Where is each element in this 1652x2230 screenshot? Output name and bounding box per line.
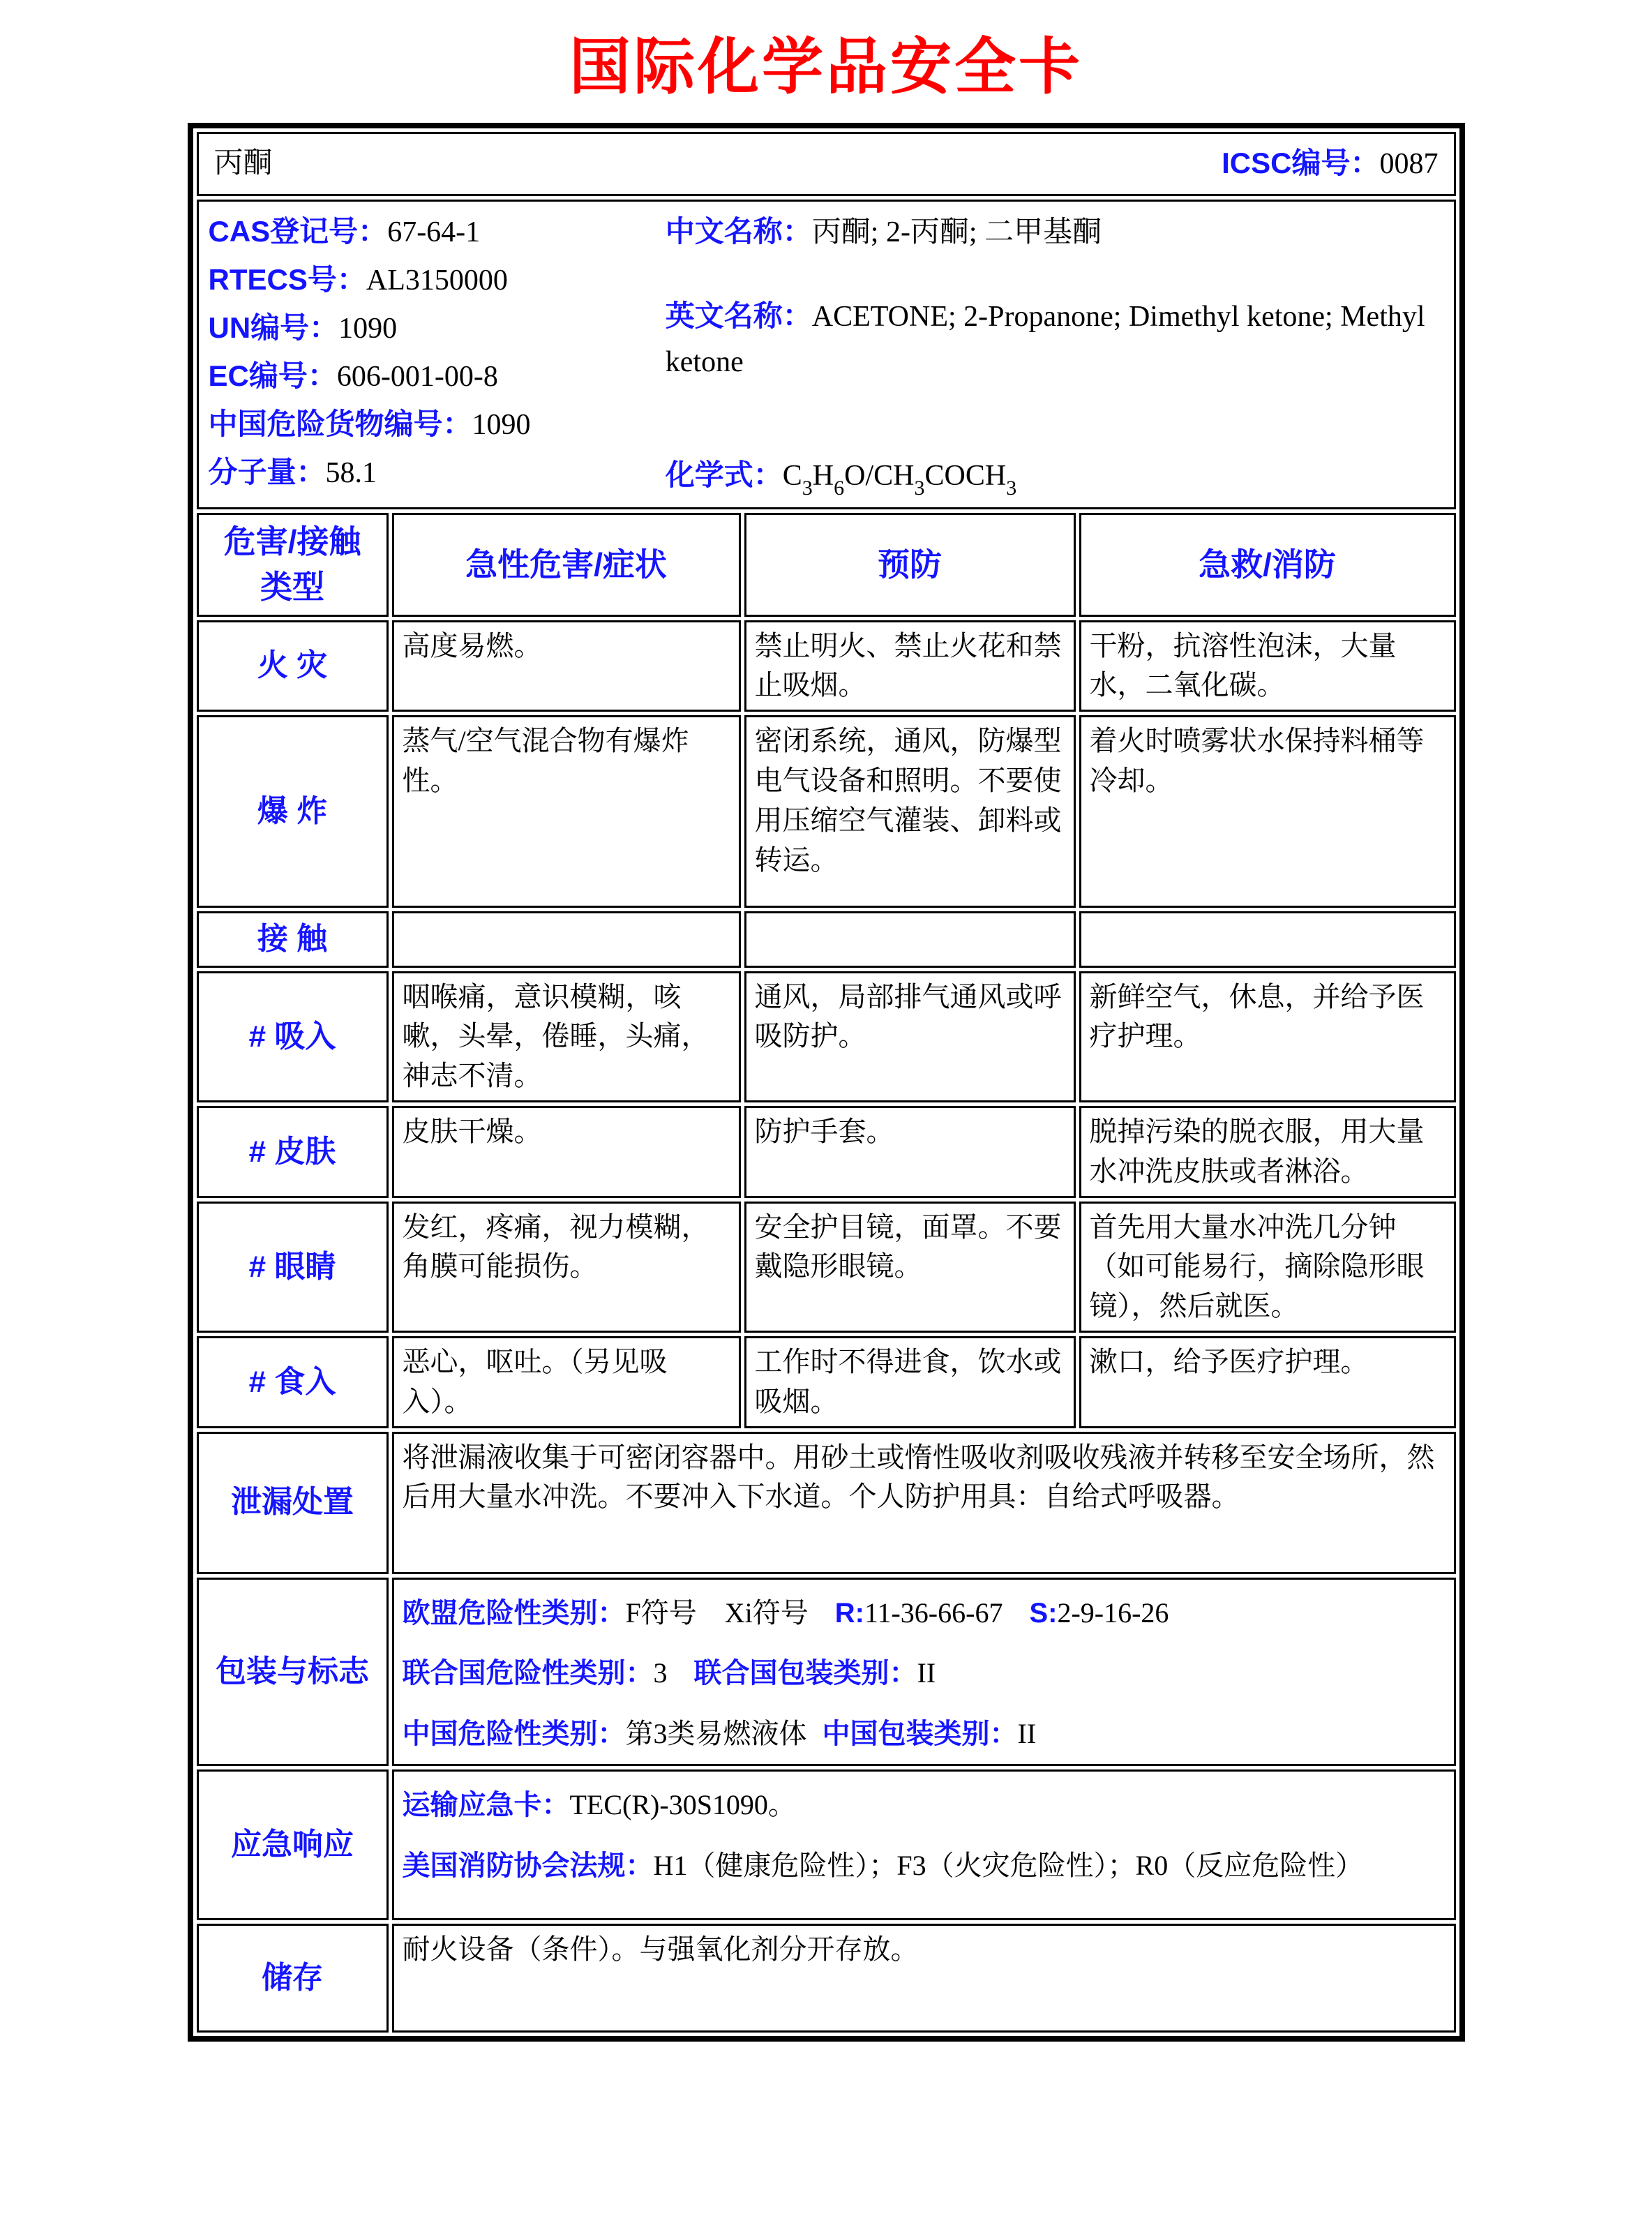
china-dg-number-value: 1090 bbox=[472, 409, 531, 441]
cas-number-label: CAS登记号： bbox=[208, 214, 388, 248]
tec-card-label: 运输应急卡： bbox=[402, 1790, 570, 1821]
formula-sub: 6 bbox=[834, 476, 845, 500]
row-contact bbox=[197, 911, 1456, 967]
china-dg-number-label: 中国危险货物编号： bbox=[208, 407, 472, 440]
un-number-value: 1090 bbox=[338, 312, 398, 345]
inhalation-prevention-cell: 通风，局部排气通风或呼吸防护。 bbox=[744, 971, 1076, 1102]
cn-pack-group-label: 中国包装类别： bbox=[822, 1719, 1018, 1750]
row-eyes bbox=[197, 1202, 1456, 1333]
emergency-label: 应急响应 bbox=[197, 1769, 389, 1920]
nfpa-line bbox=[403, 1846, 1446, 1886]
ingestion-type-label: # 食入 bbox=[197, 1336, 389, 1428]
cn-class-line bbox=[403, 1714, 1446, 1754]
eyes-symptoms-cell: 发红，疼痛，视力模糊，角膜可能损伤。 bbox=[392, 1202, 741, 1333]
un-pack-group-label: 联合国包装类别： bbox=[693, 1658, 917, 1689]
cn-hazard-class-label: 中国危险性类别： bbox=[402, 1719, 626, 1750]
fire-firstaid-cell: 干粉，抗溶性泡沫，大量水，二氧化碳。 bbox=[1079, 620, 1456, 712]
chinese-name-value: 丙酮; 2-丙酮; 二甲基酮 bbox=[811, 216, 1102, 248]
row-storage bbox=[197, 1924, 1456, 2033]
ec-number-line bbox=[209, 353, 666, 400]
formula-part: H bbox=[812, 459, 834, 492]
r-phrases-value: 11-36-66-67 bbox=[864, 1596, 1003, 1629]
formula-sub: 3 bbox=[914, 476, 925, 500]
explosion-type-label: 爆 炸 bbox=[197, 715, 389, 908]
formula-label: 化学式： bbox=[665, 458, 783, 491]
skin-firstaid-cell: 脱掉污染的脱衣服，用大量水冲洗皮肤或者淋浴。 bbox=[1079, 1106, 1456, 1198]
packaging-label: 包装与标志 bbox=[197, 1578, 389, 1766]
english-name-value: ACETONE; 2-Propanone; Dimethyl ketone; Methyl ketone bbox=[665, 300, 1425, 378]
cas-number-line bbox=[209, 209, 666, 255]
nfpa-label: 美国消防协会法规： bbox=[402, 1850, 654, 1881]
chinese-name-line bbox=[666, 209, 1444, 255]
skin-prevention-cell: 防护手套。 bbox=[744, 1106, 1076, 1198]
un-number-label: UN编号： bbox=[208, 310, 339, 344]
row-skin bbox=[197, 1106, 1456, 1198]
nfpa-value: H1（健康危险性）；F3（火灾危险性）；R0（反应危险性） bbox=[653, 1849, 1364, 1881]
contact-type-label: 接 触 bbox=[197, 911, 389, 967]
row-inhalation bbox=[197, 971, 1456, 1102]
un-class-line bbox=[403, 1654, 1446, 1693]
ingestion-firstaid-cell: 漱口，给予医疗护理。 bbox=[1079, 1336, 1456, 1428]
formula-part: C bbox=[782, 459, 802, 492]
storage-content: 耐火设备（条件）。与强氧化剂分开存放。 bbox=[392, 1924, 1456, 2033]
substance-name: 丙酮 bbox=[213, 147, 273, 179]
hazard-header-row bbox=[197, 513, 1456, 617]
english-name-label: 英文名称： bbox=[665, 299, 812, 332]
skin-type-label: # 皮肤 bbox=[197, 1106, 389, 1198]
identification-cell bbox=[197, 200, 1456, 509]
eyes-prevention-cell: 安全护目镜，面罩。不要戴隐形眼镜。 bbox=[744, 1202, 1076, 1333]
ec-number-value: 606-001-00-8 bbox=[336, 360, 498, 393]
un-hazard-class-label: 联合国危险性类别： bbox=[402, 1658, 654, 1689]
formula-part: COCH bbox=[924, 459, 1007, 492]
explosion-symptoms-cell: 蒸气/空气混合物有爆炸性。 bbox=[392, 715, 741, 908]
contact-prevention-cell bbox=[744, 911, 1076, 967]
explosion-prevention-cell: 密闭系统，通风，防爆型电气设备和照明。不要使用压缩空气灌装、卸料或转运。 bbox=[744, 715, 1076, 908]
identification-row bbox=[197, 200, 1456, 509]
ingestion-symptoms-cell: 恶心，呕吐。（另见吸入）。 bbox=[392, 1336, 741, 1428]
cn-hazard-class-value: 第3类易燃液体 bbox=[625, 1718, 807, 1750]
ec-number-label: EC编号： bbox=[208, 359, 337, 392]
eyes-firstaid-cell: 首先用大量水冲洗几分钟（如可能易行，摘除隐形眼镜），然后就医。 bbox=[1079, 1202, 1456, 1333]
icsc-card-table bbox=[188, 123, 1465, 2042]
formula-sub: 3 bbox=[802, 476, 813, 500]
formula-line bbox=[666, 452, 1444, 499]
inhalation-symptoms-cell: 咽喉痛，意识模糊，咳嗽，头晕，倦睡，头痛，神志不清。 bbox=[392, 971, 741, 1102]
page-title: 国际化学品安全卡 bbox=[569, 32, 1083, 101]
inhalation-type-label: # 吸入 bbox=[197, 971, 389, 1102]
english-name-line bbox=[666, 293, 1444, 385]
row-explosion bbox=[197, 715, 1456, 908]
row-emergency bbox=[197, 1769, 1456, 1920]
molecular-weight-label: 分子量： bbox=[208, 456, 326, 489]
formula-part: O/CH bbox=[844, 459, 915, 492]
rtecs-number-value: AL3150000 bbox=[366, 264, 508, 297]
header-prevention: 预防 bbox=[744, 513, 1076, 617]
inhalation-firstaid-cell: 新鲜空气，休息，并给予医疗护理。 bbox=[1079, 971, 1456, 1102]
contact-symptoms-cell bbox=[392, 911, 741, 967]
row-packaging bbox=[197, 1578, 1456, 1766]
s-phrases-label: S: bbox=[1029, 1597, 1058, 1629]
tec-card-value: TEC(R)-30S1090。 bbox=[569, 1789, 796, 1821]
storage-label: 储存 bbox=[197, 1924, 389, 2033]
cas-number-value: 67-64-1 bbox=[387, 216, 481, 248]
row-spill bbox=[197, 1432, 1456, 1574]
icsc-number-label: ICSC编号： bbox=[1222, 147, 1380, 179]
card-header-cell bbox=[197, 132, 1456, 196]
fire-type-label: 火 灾 bbox=[197, 620, 389, 712]
icsc-number-value: 0087 bbox=[1379, 148, 1439, 180]
id-right-column bbox=[666, 209, 1444, 500]
chemical-formula bbox=[782, 459, 1017, 500]
eu-hazard-class-line bbox=[403, 1594, 1446, 1633]
ingestion-prevention-cell: 工作时不得进食，饮水或吸烟。 bbox=[744, 1336, 1076, 1428]
row-ingestion bbox=[197, 1336, 1456, 1428]
header-hazard-type: 危害/接触 类型 bbox=[197, 513, 389, 617]
eu-hazard-class-value: F符号 Xi符号 bbox=[625, 1596, 809, 1629]
row-fire bbox=[197, 620, 1456, 712]
skin-symptoms-cell: 皮肤干燥。 bbox=[392, 1106, 741, 1198]
explosion-firstaid-cell: 着火时喷雾状水保持料桶等冷却。 bbox=[1079, 715, 1456, 908]
id-left-column bbox=[209, 209, 666, 500]
un-pack-group-value: II bbox=[917, 1657, 936, 1689]
packaging-content bbox=[392, 1578, 1456, 1766]
icsc-page bbox=[0, 18, 1652, 2042]
chinese-name-label: 中文名称： bbox=[665, 214, 812, 248]
eu-hazard-class-label: 欧盟危险性类别： bbox=[402, 1597, 626, 1629]
card-header-row bbox=[197, 132, 1456, 196]
header-firstaid: 急救/消防 bbox=[1079, 513, 1456, 617]
header-symptoms: 急性危害/症状 bbox=[392, 513, 741, 617]
molecular-weight-line bbox=[209, 449, 666, 496]
rtecs-number-line bbox=[209, 257, 666, 304]
r-phrases-label: R: bbox=[834, 1597, 864, 1629]
tec-card-line bbox=[403, 1786, 1446, 1825]
cn-pack-group-value: II bbox=[1017, 1718, 1037, 1750]
fire-prevention-cell: 禁止明火、禁止火花和禁止吸烟。 bbox=[744, 620, 1076, 712]
un-number-line bbox=[209, 305, 666, 352]
rtecs-number-label: RTECS号： bbox=[208, 262, 366, 296]
formula-sub: 3 bbox=[1006, 476, 1017, 500]
emergency-content bbox=[392, 1769, 1456, 1920]
contact-firstaid-cell bbox=[1079, 911, 1456, 967]
s-phrases-value: 2-9-16-26 bbox=[1057, 1596, 1169, 1629]
china-dg-number-line bbox=[209, 401, 666, 448]
spill-content: 将泄漏液收集于可密闭容器中。用砂土或惰性吸收剂吸收残液并转移至安全场所，然后用大量水冲洗。不要冲入下水道。个人防护用具：自给式呼吸器。 bbox=[392, 1432, 1456, 1574]
molecular-weight-value: 58.1 bbox=[325, 457, 377, 490]
eyes-type-label: # 眼睛 bbox=[197, 1202, 389, 1333]
un-hazard-class-value: 3 bbox=[653, 1657, 668, 1689]
spill-label: 泄漏处置 bbox=[197, 1432, 389, 1574]
icsc-number bbox=[1222, 142, 1438, 186]
fire-symptoms-cell: 高度易燃。 bbox=[392, 620, 741, 712]
